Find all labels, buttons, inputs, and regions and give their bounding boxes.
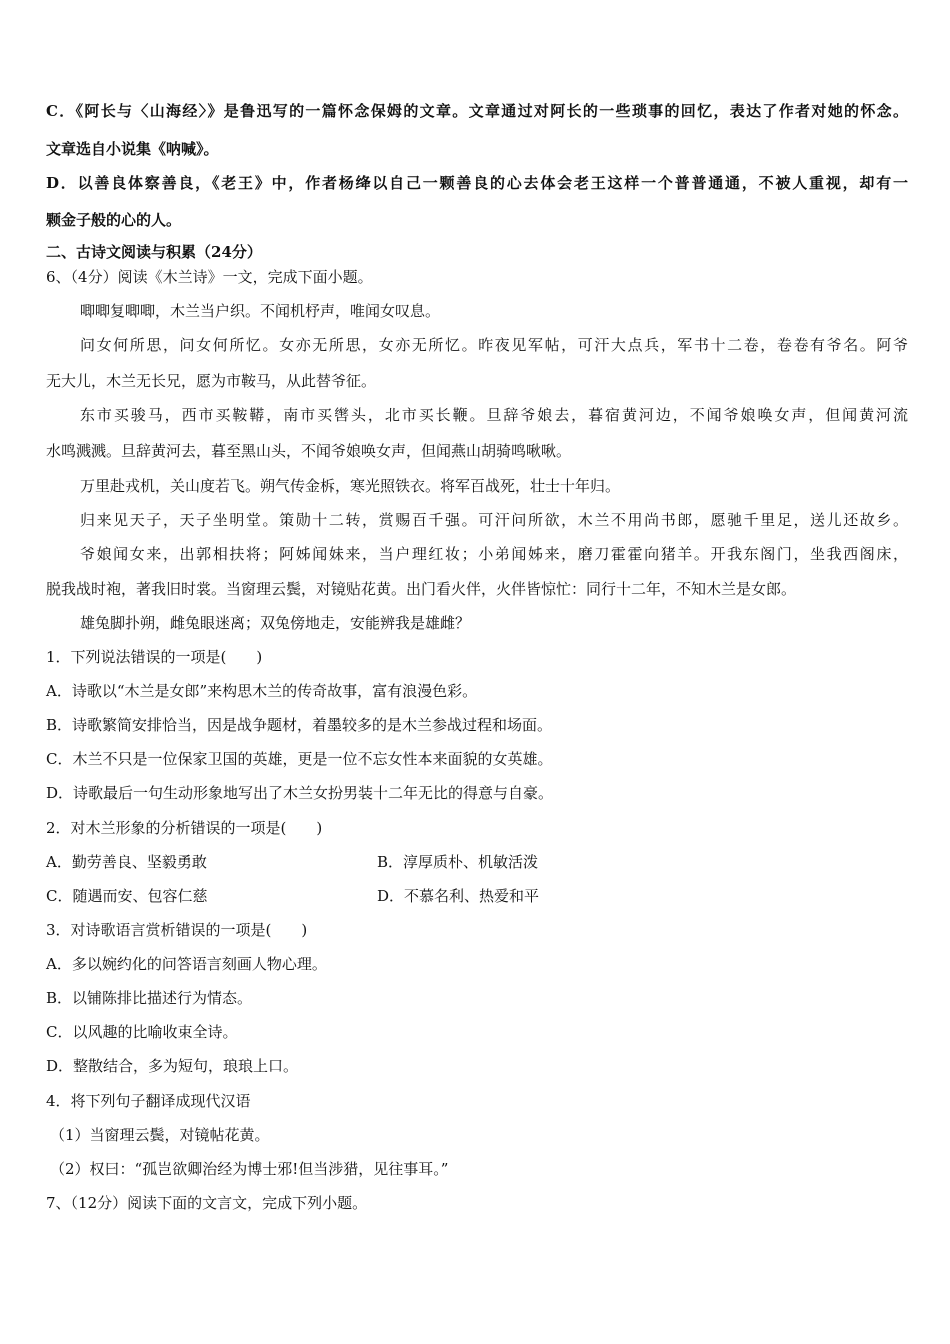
sub3-option-b: B．以铺陈排比描述行为情态。 [46,989,253,1007]
sub1-option-b: B．诗歌繁简安排恰当，因是战争题材，着墨较多的是木兰参战过程和场面。 [46,716,553,734]
sub3-option-d: D．整散结合，多为短句，琅琅上口。 [46,1057,299,1075]
sub-question-4-stem: 4．将下列句子翻译成现代汉语 [46,1092,251,1110]
section-heading: 二、古诗文阅读与积累（24分） [46,243,262,261]
option-c-line1: C．《阿长与〈山海经〉》是鲁迅写的一篇怀念保姆的文章。文章通过对阿长的一些琐事的回忆，表达了作者对她的怀念。 [46,102,908,120]
poem-line: 脱我战时袍，著我旧时裳。当窗理云鬓，对镜贴花黄。出门看火伴，火伴皆惊忙：同行十二年，不知木兰是女郎。 [46,580,797,598]
sub-question-3-stem: 3．对诗歌语言赏析错误的一项是( ) [46,921,308,939]
question-7-intro: 7、（12分）阅读下面的文言文，完成下列小题。 [46,1194,368,1212]
poem-line: 无大儿，木兰无长兄，愿为市鞍马，从此替爷征。 [46,372,377,390]
option-d-line2: 颗金子般的心的人。 [46,211,182,229]
poem-line: 爷娘闻女来，出郭相扶将；阿姊闻妹来，当户理红妆；小弟闻姊来，磨刀霍霍向猪羊。开我东阁门，坐我西阁床， [80,545,908,563]
sub-question-1-stem: 1．下列说法错误的一项是( ) [46,648,263,666]
sub4-sentence-1: （1）当窗理云鬓，对镜帖花黄。 [50,1126,270,1144]
sub2-option-c: C．随遇而安、包容仁慈 [46,887,208,905]
poem-line: 问女何所思，问女何所忆。女亦无所思，女亦无所忆。昨夜见军帖，可汗大点兵，军书十二卷，卷卷有爷名。阿爷 [80,336,908,354]
poem-line: 唧唧复唧唧，木兰当户织。不闻机杼声，唯闻女叹息。 [80,302,441,320]
poem-line: 雄兔脚扑朔，雌兔眼迷离；双兔傍地走，安能辨我是雄雌？ [80,614,471,632]
sub2-option-a: A．勤劳善良、坚毅勇敢 [46,853,207,871]
sub3-option-c: C．以风趣的比喻收束全诗。 [46,1023,238,1041]
sub2-option-b: B．淳厚质朴、机敏活泼 [377,853,539,871]
option-d-line1: D．以善良体察善良，《老王》中，作者杨绛以自己一颗善良的心去体会老王这样一个普普通通，不被人重视，却有一 [46,174,908,192]
sub-question-2-stem: 2．对木兰形象的分析错误的一项是( ) [46,819,323,837]
poem-line: 东市买骏马，西市买鞍鞯，南市买辔头，北市买长鞭。旦辞爷娘去，暮宿黄河边，不闻爷娘唤女声，但闻黄河流 [80,406,908,424]
sub2-option-d: D．不慕名利、热爱和平 [377,887,540,905]
question-6-intro: 6、（4分）阅读《木兰诗》一文，完成下面小题。 [46,268,373,286]
sub1-option-a: A．诗歌以“木兰是女郎”来构思木兰的传奇故事，富有浪漫色彩。 [46,682,478,700]
option-c-line2: 文章选自小说集《呐喊》。 [46,140,219,158]
sub4-sentence-2: （2）权曰：“孤岂欲卿治经为博士邪!但当涉猎，见往事耳。” [50,1160,449,1178]
sub1-option-d: D．诗歌最后一句生动形象地写出了木兰女扮男装十二年无比的得意与自豪。 [46,784,554,802]
poem-line: 归来见天子，天子坐明堂。策勋十二转，赏赐百千强。可汗问所欲，木兰不用尚书郎，愿驰千里足，送儿还故乡。 [80,511,908,529]
poem-line: 万里赴戎机，关山度若飞。朔气传金柝，寒光照铁衣。将军百战死，壮士十年归。 [80,477,621,495]
sub3-option-a: A．多以婉约化的问答语言刻画人物心理。 [46,955,327,973]
poem-line: 水鸣溅溅。旦辞黄河去，暮至黑山头，不闻爷娘唤女声，但闻燕山胡骑鸣啾啾。 [46,442,572,460]
sub1-option-c: C．木兰不只是一位保家卫国的英雄，更是一位不忘女性本来面貌的女英雄。 [46,750,553,768]
